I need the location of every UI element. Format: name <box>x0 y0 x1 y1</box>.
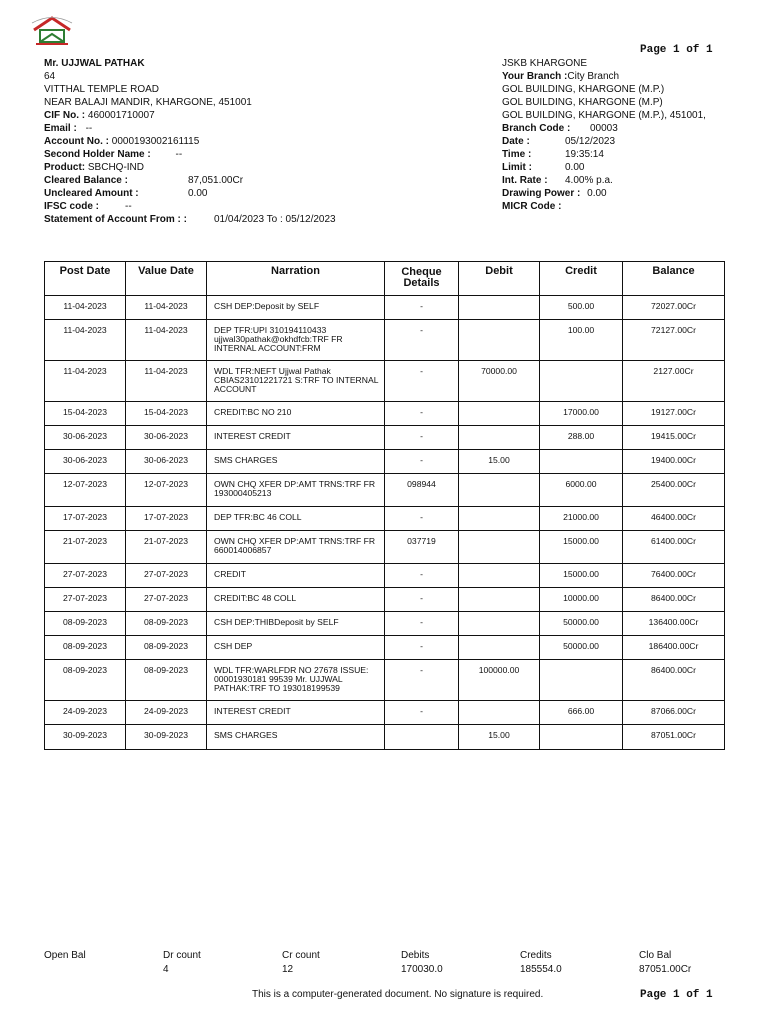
address-line-2: VITTHAL TEMPLE ROAD <box>44 84 160 95</box>
value-date-cell: 30-06-2023 <box>126 450 207 474</box>
balance-cell: 87066.00Cr <box>623 701 725 725</box>
cheque-cell: 037719 <box>385 531 459 564</box>
summary-label-open-bal: Open Bal <box>44 950 86 961</box>
cheque-cell <box>385 725 459 750</box>
table-header-row <box>45 262 725 296</box>
credit-cell: 50000.00 <box>540 612 623 636</box>
debit-cell <box>459 636 540 660</box>
col-header-post-date: Post Date <box>45 262 126 296</box>
product-value: SBCHQ-IND <box>87 162 145 173</box>
value-date-cell: 11-04-2023 <box>126 320 207 361</box>
balance-cell: 86400.00Cr <box>623 588 725 612</box>
cheque-cell: - <box>385 507 459 531</box>
value-date-cell: 24-09-2023 <box>126 701 207 725</box>
post-date-cell: 27-07-2023 <box>45 564 126 588</box>
debit-cell <box>459 402 540 426</box>
table-row <box>45 636 725 660</box>
cheque-cell: - <box>385 564 459 588</box>
credit-cell: 17000.00 <box>540 402 623 426</box>
cheque-cell: - <box>385 402 459 426</box>
cheque-cell: - <box>385 296 459 320</box>
table-row <box>45 296 725 320</box>
value-date-cell: 11-04-2023 <box>126 361 207 402</box>
debit-cell: 15.00 <box>459 450 540 474</box>
table-row <box>45 564 725 588</box>
balance-cell: 76400.00Cr <box>623 564 725 588</box>
summary-label-dr-count: Dr count <box>163 950 201 961</box>
summary-label-debits: Debits <box>401 950 430 961</box>
time-label: Time : <box>502 149 532 160</box>
value-date-cell: 08-09-2023 <box>126 660 207 701</box>
table-row <box>45 725 725 750</box>
narration-cell: INTEREST CREDIT <box>207 701 385 725</box>
summary-label-credits: Credits <box>520 950 552 961</box>
narration-cell: OWN CHQ XFER DP:AMT TRNS:TRF FR 193000405213 <box>207 474 385 507</box>
table-row <box>45 474 725 507</box>
value-date-cell: 27-07-2023 <box>126 564 207 588</box>
col-header-debit: Debit <box>459 262 540 296</box>
post-date-cell: 11-04-2023 <box>45 296 126 320</box>
credit-cell: 21000.00 <box>540 507 623 531</box>
post-date-cell: 08-09-2023 <box>45 636 126 660</box>
account-label: Account No. : <box>44 136 109 147</box>
limit-label: Limit : <box>502 162 532 173</box>
narration-cell: WDL TFR:NEFT Ujjwal Pathak CBIAS23101221721 S:TRF TO INTERNAL ACCOUNT <box>207 361 385 402</box>
credit-cell: 6000.00 <box>540 474 623 507</box>
value-date-cell: 12-07-2023 <box>126 474 207 507</box>
col-header-cheque-details: Cheque Details <box>385 262 459 296</box>
credit-cell: 10000.00 <box>540 588 623 612</box>
col-header-value-date: Value Date <box>126 262 207 296</box>
product-row <box>44 161 144 174</box>
drawing-power-value: 0.00 <box>587 188 607 199</box>
debit-cell <box>459 296 540 320</box>
uncleared-amount-value: 0.00 <box>188 188 208 199</box>
branch-address-1: GOL BUILDING, KHARGONE (M.P.) <box>502 84 665 95</box>
credit-cell: 100.00 <box>540 320 623 361</box>
credit-cell <box>540 660 623 701</box>
value-date-cell: 15-04-2023 <box>126 402 207 426</box>
cheque-cell: - <box>385 612 459 636</box>
credit-cell: 15000.00 <box>540 531 623 564</box>
cheque-cell: - <box>385 660 459 701</box>
post-date-cell: 21-07-2023 <box>45 531 126 564</box>
drawing-power-label: Drawing Power : <box>502 188 581 199</box>
table-row <box>45 402 725 426</box>
limit-value: 0.00 <box>565 162 585 173</box>
credit-cell <box>540 450 623 474</box>
int-rate-label: Int. Rate : <box>502 175 548 186</box>
second-holder-label: Second Holder Name : <box>44 149 151 160</box>
debit-cell <box>459 507 540 531</box>
ifsc-value: -- <box>125 201 132 212</box>
cheque-cell: 098944 <box>385 474 459 507</box>
credit-cell: 50000.00 <box>540 636 623 660</box>
balance-cell: 136400.00Cr <box>623 612 725 636</box>
int-rate-value: 4.00% p.a. <box>565 175 613 186</box>
branch-code-label: Branch Code : <box>502 123 571 134</box>
post-date-cell: 08-09-2023 <box>45 660 126 701</box>
balance-cell: 2127.00Cr <box>623 361 725 402</box>
transactions-body <box>45 296 725 750</box>
narration-cell: CSH DEP:Deposit by SELF <box>207 296 385 320</box>
your-branch-value: City Branch <box>567 71 620 82</box>
balance-cell: 61400.00Cr <box>623 531 725 564</box>
ifsc-label: IFSC code : <box>44 201 100 212</box>
summary-value-credits: 185554.0 <box>520 964 562 975</box>
cheque-cell: - <box>385 320 459 361</box>
post-date-cell: 24-09-2023 <box>45 701 126 725</box>
branch-address-3: GOL BUILDING, KHARGONE (M.P.), 451001, <box>502 110 706 121</box>
debit-cell <box>459 531 540 564</box>
second-holder-value: -- <box>175 149 183 160</box>
value-date-cell: 08-09-2023 <box>126 636 207 660</box>
narration-cell: SMS CHARGES <box>207 725 385 750</box>
debit-cell: 100000.00 <box>459 660 540 701</box>
narration-cell: DEP TFR:BC 46 COLL <box>207 507 385 531</box>
table-row <box>45 507 725 531</box>
your-branch-row <box>502 70 619 83</box>
cheque-cell: - <box>385 361 459 402</box>
narration-cell: CREDIT:BC NO 210 <box>207 402 385 426</box>
col-header-credit: Credit <box>540 262 623 296</box>
table-row <box>45 660 725 701</box>
email-value: -- <box>85 123 93 134</box>
customer-name: Mr. UJJWAL PATHAK <box>44 58 145 69</box>
value-date-cell: 08-09-2023 <box>126 612 207 636</box>
balance-cell: 72027.00Cr <box>623 296 725 320</box>
balance-cell: 25400.00Cr <box>623 474 725 507</box>
balance-cell: 19415.00Cr <box>623 426 725 450</box>
email-label: Email : <box>44 123 77 134</box>
micr-label: MICR Code : <box>502 201 562 212</box>
branch-code-value: 00003 <box>590 123 618 134</box>
bank-logo <box>30 14 74 48</box>
table-row <box>45 361 725 402</box>
summary-label-clo-bal: Clo Bal <box>639 950 672 961</box>
narration-cell: SMS CHARGES <box>207 450 385 474</box>
post-date-cell: 11-04-2023 <box>45 320 126 361</box>
page-number-bottom: Page 1 of 1 <box>640 989 713 1001</box>
post-date-cell: 27-07-2023 <box>45 588 126 612</box>
value-date-cell: 30-06-2023 <box>126 426 207 450</box>
col-header-balance: Balance <box>623 262 725 296</box>
post-date-cell: 08-09-2023 <box>45 612 126 636</box>
micr-row <box>502 200 561 213</box>
summary-value-debits: 170030.0 <box>401 964 443 975</box>
summary-label-cr-count: Cr count <box>282 950 320 961</box>
table-row <box>45 612 725 636</box>
narration-cell: OWN CHQ XFER DP:AMT TRNS:TRF FR 660014006857 <box>207 531 385 564</box>
table-row <box>45 426 725 450</box>
narration-cell: INTEREST CREDIT <box>207 426 385 450</box>
credit-cell <box>540 725 623 750</box>
product-label: Product: <box>44 162 86 173</box>
balance-cell: 46400.00Cr <box>623 507 725 531</box>
value-date-cell: 17-07-2023 <box>126 507 207 531</box>
statement-period-label: Statement of Account From : : <box>44 214 187 225</box>
branch-name: JSKB KHARGONE <box>502 58 588 69</box>
uncleared-amount-label: Uncleared Amount : <box>44 188 139 199</box>
debit-cell: 70000.00 <box>459 361 540 402</box>
debit-cell <box>459 320 540 361</box>
post-date-cell: 12-07-2023 <box>45 474 126 507</box>
post-date-cell: 30-09-2023 <box>45 725 126 750</box>
email-row <box>44 122 92 135</box>
cleared-balance-value: 87,051.00Cr <box>188 175 244 186</box>
balance-cell: 72127.00Cr <box>623 320 725 361</box>
address-line-3: NEAR BALAJI MANDIR, KHARGONE, 451001 <box>44 97 252 108</box>
table-row <box>45 320 725 361</box>
debit-cell <box>459 474 540 507</box>
table-row <box>45 450 725 474</box>
table-row <box>45 531 725 564</box>
narration-cell: WDL TFR:WARLFDR NO 27678 ISSUE: 00001930181 99539 Mr. UJJWAL PATHAK:TRF TO 193018199539 <box>207 660 385 701</box>
drawing-power-row <box>502 187 607 200</box>
summary-value-dr-count: 4 <box>163 964 169 975</box>
date-value: 05/12/2023 <box>565 136 616 147</box>
credit-cell: 500.00 <box>540 296 623 320</box>
balance-cell: 19127.00Cr <box>623 402 725 426</box>
narration-cell: CSH DEP <box>207 636 385 660</box>
credit-cell: 15000.00 <box>540 564 623 588</box>
your-branch-label: Your Branch : <box>502 71 568 82</box>
balance-cell: 19400.00Cr <box>623 450 725 474</box>
debit-cell <box>459 701 540 725</box>
date-label: Date : <box>502 136 530 147</box>
debit-cell <box>459 588 540 612</box>
cleared-balance-label: Cleared Balance : <box>44 175 128 186</box>
post-date-cell: 11-04-2023 <box>45 361 126 402</box>
debit-cell: 15.00 <box>459 725 540 750</box>
value-date-cell: 11-04-2023 <box>126 296 207 320</box>
narration-cell: CREDIT <box>207 564 385 588</box>
value-date-cell: 27-07-2023 <box>126 588 207 612</box>
post-date-cell: 30-06-2023 <box>45 426 126 450</box>
cheque-cell: - <box>385 701 459 725</box>
balance-cell: 86400.00Cr <box>623 660 725 701</box>
post-date-cell: 30-06-2023 <box>45 450 126 474</box>
debit-cell <box>459 612 540 636</box>
value-date-cell: 21-07-2023 <box>126 531 207 564</box>
narration-cell: CSH DEP:THIBDeposit by SELF <box>207 612 385 636</box>
transactions-table <box>44 261 725 750</box>
second-holder-row <box>44 148 182 161</box>
address-line-1: 64 <box>44 71 56 82</box>
table-row <box>45 588 725 612</box>
cheque-cell: - <box>385 426 459 450</box>
narration-cell: CREDIT:BC 48 COLL <box>207 588 385 612</box>
cheque-cell: - <box>385 450 459 474</box>
cif-value: 460001710007 <box>87 110 155 121</box>
post-date-cell: 15-04-2023 <box>45 402 126 426</box>
time-value: 19:35:14 <box>565 149 604 160</box>
col-header-narration: Narration <box>207 262 385 296</box>
credit-cell: 666.00 <box>540 701 623 725</box>
balance-cell: 186400.00Cr <box>623 636 725 660</box>
cheque-cell: - <box>385 588 459 612</box>
narration-cell: DEP TFR:UPI 310194110433 ujjwal30pathak@okhdfcb:TRF FR INTERNAL ACCOUNT:FRM <box>207 320 385 361</box>
credit-cell: 288.00 <box>540 426 623 450</box>
account-row <box>44 135 199 148</box>
credit-cell <box>540 361 623 402</box>
post-date-cell: 17-07-2023 <box>45 507 126 531</box>
value-date-cell: 30-09-2023 <box>126 725 207 750</box>
statement-period-value: 01/04/2023 To : 05/12/2023 <box>214 214 336 225</box>
table-row <box>45 701 725 725</box>
debit-cell <box>459 426 540 450</box>
disclaimer-text: This is a computer-generated document. No signature is required. <box>252 989 544 1000</box>
summary-value-cr-count: 12 <box>282 964 294 975</box>
debit-cell <box>459 564 540 588</box>
branch-address-2: GOL BUILDING, KHARGONE (M.P) <box>502 97 663 108</box>
balance-cell: 87051.00Cr <box>623 725 725 750</box>
page-number-top: Page 1 of 1 <box>640 44 713 56</box>
cif-label: CIF No. : <box>44 110 86 121</box>
cif-row <box>44 109 155 122</box>
summary-value-clo-bal: 87051.00Cr <box>639 964 692 975</box>
account-value: 0000193002161115 <box>111 136 200 147</box>
cheque-cell: - <box>385 636 459 660</box>
